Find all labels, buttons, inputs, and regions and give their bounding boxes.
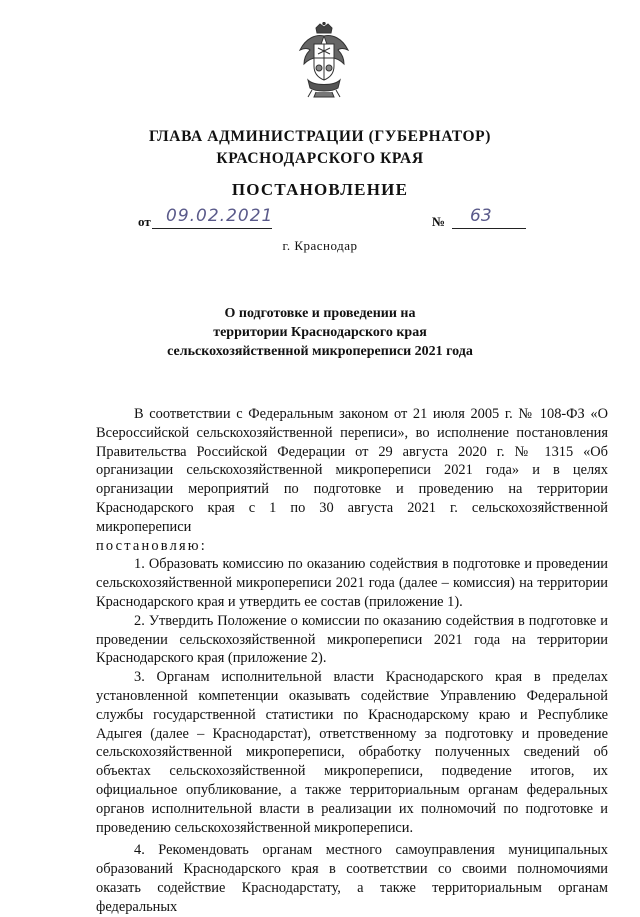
authority-line-1: ГЛАВА АДМИНИСТРАЦИИ (ГУБЕРНАТОР): [149, 128, 491, 145]
preamble-paragraph: В соответствии с Федеральным законом от 21 июля 2005 г. № 108-ФЗ «О Всероссийской сельскохозяйственной переписи», во исполнение постановления Правительства Российской Федерации от 29 августа 2020 г. № 1315 «Об организации сельскохозяйственной микропереписи 2021 года» и в целях организации мероприятий по подготовке и проведению на территории Краснодарского края с 1 по 30 августа 2021 г. сельскохозяйственной микропереписи: [96, 406, 608, 535]
decree-word: постановляю:: [96, 537, 207, 554]
subject-line-1: О подготовке и проведении на: [224, 306, 416, 321]
item-2-paragraph: 2. Утвердить Положение о комиссии по оказанию содействия в подготовке и проведении сельскохозяйственной микропереписи 2021 года на территории Краснодарского края (приложение 2).: [96, 612, 608, 667]
subject-line-2: территории Краснодарского края: [213, 325, 427, 340]
item-3-paragraph: 3. Органам исполнительной власти Краснодарского края в пределах установленной компетенции оказывать содействие Управлению Федеральной службы государственной статистики по Краснодарскому краю и Республике Адыгея (далее – Краснодарстат), ответственному за подготовку и проведение сельскохозяйственной микропереписи, обработку полученных сведений об объектах сельскохозяйственной микропереписи, подведение итогов, их официальное опубликование, а также территориальным органам федеральных органов исполнительной власти в реализации их полномочий по подготовке и проведению сельскохозяйственной микропереписи.: [96, 669, 608, 836]
item-1-paragraph: 1. Образовать комиссию по оказанию содействия в подготовке и проведении сельскохозяйственной микропереписи 2021 года (далее – комиссия) на территории Краснодарского края и утвердить ее состав (приложение 1).: [96, 556, 608, 610]
document-type-heading: ПОСТАНОВЛЕНИЕ: [231, 180, 409, 199]
authority-line-2: КРАСНОДАРСКОГО КРАЯ: [216, 150, 424, 167]
document-subject: [0, 304, 640, 361]
city-label: г. Краснодар: [282, 238, 358, 253]
date-prefix-label: от: [138, 214, 151, 229]
handwritten-number: 63: [470, 206, 492, 226]
number-prefix-label: №: [432, 214, 446, 229]
date-number-row: [0, 206, 640, 232]
number-underline: [452, 228, 526, 229]
authority-title: [0, 126, 640, 170]
subject-line-3: сельскохозяйственной микропереписи 2021 года: [167, 344, 473, 359]
date-underline: [152, 228, 272, 229]
item-4-paragraph: 4. Рекомендовать органам местного самоуправления муниципальных образований Краснодарского края в соответствии со своими полномочиями оказать содействие Краснодарстату, а также территориальным органам федеральных: [96, 842, 608, 915]
document-body: [96, 405, 608, 917]
handwritten-date: 09.02.2021: [166, 206, 274, 226]
krasnodar-coat-of-arms-icon: [294, 22, 354, 98]
